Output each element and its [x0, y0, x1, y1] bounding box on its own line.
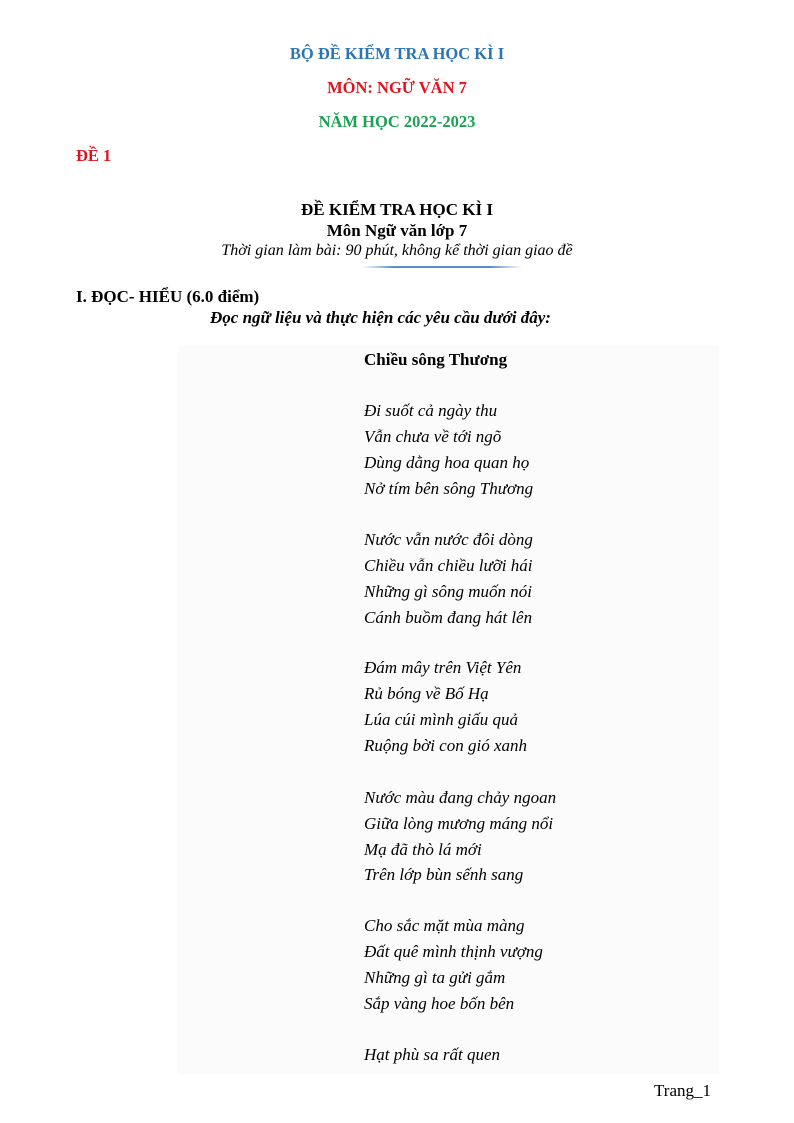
exam-subject: Môn Ngữ văn lớp 7: [326, 221, 468, 240]
poem-line: Mạ đã thò lá mới: [364, 840, 482, 859]
poem-line: Cánh buồm đang hát lên: [364, 608, 533, 627]
title-divider: [362, 266, 522, 268]
poem-line: Cho sắc mặt mùa màng: [364, 916, 525, 935]
poem-line: Ruộng bời con gió xanh: [364, 736, 527, 755]
exam-title: ĐỀ KIỂM TRA HỌC KÌ I: [301, 200, 493, 219]
collection-title: BỘ ĐỀ KIỂM TRA HỌC KÌ I: [289, 44, 505, 63]
subject-title: MÔN: NGỮ VĂN 7: [327, 78, 467, 97]
poem-line: Trên lớp bùn sếnh sang: [364, 865, 524, 884]
poem-line: Rủ bóng về Bố Hạ: [364, 684, 489, 703]
page-number: Trang_1: [654, 1081, 711, 1100]
section-heading: I. ĐỌC- HIỂU (6.0 điểm): [76, 287, 260, 306]
poem-line: Vẫn chưa về tới ngõ: [364, 427, 502, 446]
poem-line: Sắp vàng hoe bốn bên: [364, 994, 515, 1013]
poem-line: Hạt phù sa rất quen: [364, 1045, 500, 1064]
poem-line: Nước màu đang chảy ngoan: [364, 788, 557, 807]
poem-line: Nước vẫn nước đôi dòng: [364, 530, 533, 549]
poem-line: Những gì sông muốn nói: [364, 582, 532, 601]
exam-time-note: Thời gian làm bài: 90 phút, không kể thời gian giao đề: [221, 242, 573, 259]
poem-title: Chiều sông Thương: [364, 350, 508, 369]
poem-line: Đi suốt cả ngày thu: [364, 401, 498, 420]
section-instruction: Đọc ngữ liệu và thực hiện các yêu cầu dưới đây:: [210, 308, 551, 327]
poem-line: Chiều vẫn chiều lưỡi hái: [364, 556, 533, 575]
poem-line: Đất quê mình thịnh vượng: [364, 942, 543, 961]
poem-line: Những gì ta gửi gắm: [364, 968, 506, 987]
poem-line: Dùng dằng hoa quan họ: [364, 453, 530, 472]
poem-line: Nở tím bên sông Thương: [364, 479, 534, 498]
poem-line: Lúa cúi mình giấu quả: [364, 710, 518, 729]
school-year: NĂM HỌC 2022-2023: [318, 112, 476, 131]
poem-line: Giữa lòng mương máng nổi: [364, 814, 554, 833]
exam-number: ĐỀ 1: [76, 146, 112, 165]
poem-line: Đám mây trên Việt Yên: [364, 658, 522, 677]
